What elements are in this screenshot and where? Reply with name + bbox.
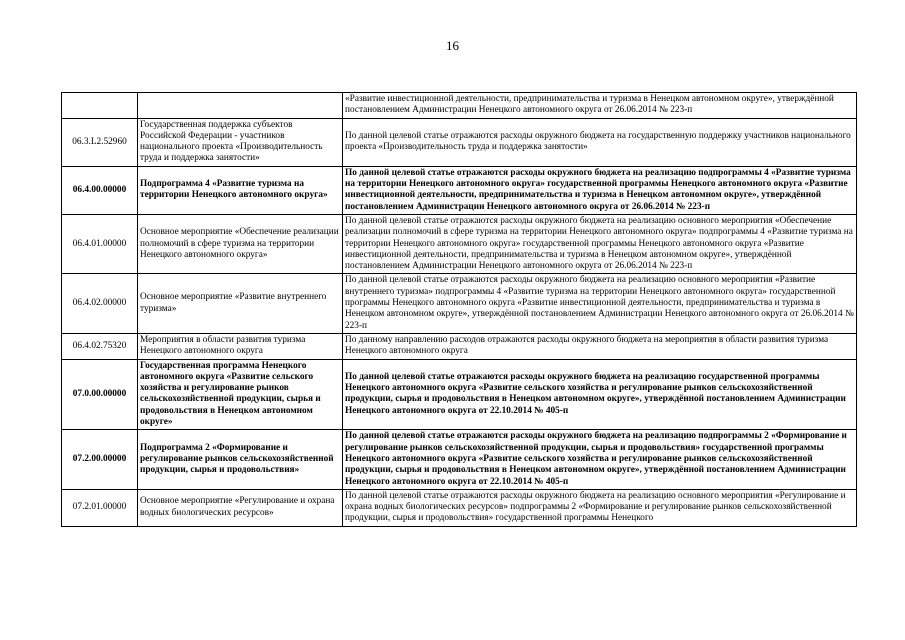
target-article-name: Государственная поддержка субъектов Российской Федерации - участников национального проекта «Производительность труда и поддержка занятости» [138, 118, 343, 166]
table-row [62, 430, 857, 489]
target-article-name [138, 93, 343, 119]
table-row [62, 274, 857, 333]
table-row [62, 359, 857, 430]
page-number: 16 [446, 38, 459, 53]
target-article-description: По данной целевой статье отражаются расходы окружного бюджета на реализацию подпрограммы 4 «Развитие туризма на территории Ненецкого автономного округа» государственной программы Ненецкого автономного округа «Развитие инвестиционной деятельности, предпринимательства и туризма в Ненецком автономном округе», утверждённой постановлением Администрации Ненецкого автономного округа от 26.06.2014 № 223-п [343, 166, 857, 214]
target-article-description: «Развитие инвестиционной деятельности, предпринимательства и туризма в Ненецком автономном округе», утверждённой постановлением Администрации Ненецкого автономного округа от 26.06.2014 № 223-п [343, 93, 857, 119]
target-article-code: 07.2.00.00000 [62, 430, 138, 489]
target-article-description: По данной целевой статье отражаются расходы окружного бюджета на реализацию государственной программы Ненецкого автономного округа «Развитие сельского хозяйства и регулирование рынков сельскохозяйственной продукции, сырья и продовольствия в Ненецком автономном округе», утверждённой постановлением Администрации Ненецкого автономного округа от 22.10.2014 № 405-п [343, 359, 857, 430]
target-article-code: 06.4.02.75320 [62, 333, 138, 359]
target-article-description: По данной целевой статье отражаются расходы окружного бюджета на реализацию подпрограммы 2 «Формирование и регулирование рынков сельскохозяйственной продукции, сырья и продовольствия» государственной программы Ненецкого автономного округа «Развитие сельского хозяйства и регулирование рынков сельскохозяйственной продукции, сырья и продовольствия в Ненецком автономном округе», утверждённой постановлением Администрации Ненецкого автономного округа от 22.10.2014 № 405-п [343, 430, 857, 489]
target-article-name: Основное мероприятие «Регулирование и охрана водных биологических ресурсов» [138, 489, 343, 526]
target-article-description: По данной целевой статье отражаются расходы окружного бюджета на реализацию основного мероприятия «Обеспечение реализации полномочий в сфере туризма на территории Ненецкого автономного округа» подпрограммы 4 «Развитие туризма на территории Ненецкого автономного округа» государственной программы Ненецкого автономного округа «Развитие инвестиционной деятельности, предпринимательства и туризма в Ненецком автономном округе», утверждённой постановлением Администрации Ненецкого автономного округа от 26.06.2014 № 223-п [343, 214, 857, 273]
target-article-name: Государственная программа Ненецкого автономного округа «Развитие сельского хозяйства и регулирование рынков сельскохозяйственной продукции, сырья и продовольствия в Ненецком автономном округе» [138, 359, 343, 430]
target-article-code: 07.2.01.00000 [62, 489, 138, 526]
target-article-name: Подпрограмма 2 «Формирование и регулирование рынков сельскохозяйственной продукции, сырья и продовольствия» [138, 430, 343, 489]
table-row [62, 166, 857, 214]
target-article-code: 06.4.00.00000 [62, 166, 138, 214]
target-article-name: Мероприятия в области развития туризма Ненецкого автономного округа [138, 333, 343, 359]
table-row [62, 118, 857, 166]
target-article-code: 07.0.00.00000 [62, 359, 138, 430]
target-article-description: По данной целевой статье отражаются расходы окружного бюджета на государственную поддержку участников национального проекта «Производительность труда и поддержка занятости» [343, 118, 857, 166]
target-article-code: 06.3.L2.52960 [62, 118, 138, 166]
target-article-code [62, 93, 138, 119]
target-article-code: 06.4.01.00000 [62, 214, 138, 273]
target-article-name: Подпрограмма 4 «Развитие туризма на территории Ненецкого автономного округа» [138, 166, 343, 214]
target-article-description: По данной целевой статье отражаются расходы окружного бюджета на реализацию основного мероприятия «Развитие внутреннего туризма» подпрограммы 4 «Развитие туризма на территории Ненецкого автономного округа» государственной программы Ненецкого автономного округа «Развитие инвестиционной деятельности, предпринимательства и туризма в Ненецком автономном округе», утверждённой постановлением Администрации Ненецкого автономного округа от 26.06.2014 № 223-п [343, 274, 857, 333]
target-article-code: 06.4.02.00000 [62, 274, 138, 333]
table-row [62, 489, 857, 526]
target-article-name: Основное мероприятие «Обеспечение реализации полномочий в сфере туризма на территории Ненецкого автономного округа» [138, 214, 343, 273]
target-article-description: По данному направлению расходов отражаются расходы окружного бюджета на мероприятия в области развития туризма Ненецкого автономного округа [343, 333, 857, 359]
budget-classification-table [61, 92, 857, 527]
table-row [62, 214, 857, 273]
target-article-name: Основное мероприятие «Развитие внутреннего туризма» [138, 274, 343, 333]
table-row [62, 333, 857, 359]
target-article-description: По данной целевой статье отражаются расходы окружного бюджета на реализацию основного мероприятия «Регулирование и охрана водных биологических ресурсов» подпрограммы 2 «Формирование и регулирование рынков сельскохозяйственной продукции, сырья и продовольствия» государственной программы Ненецкого [343, 489, 857, 526]
table-row [62, 93, 857, 119]
